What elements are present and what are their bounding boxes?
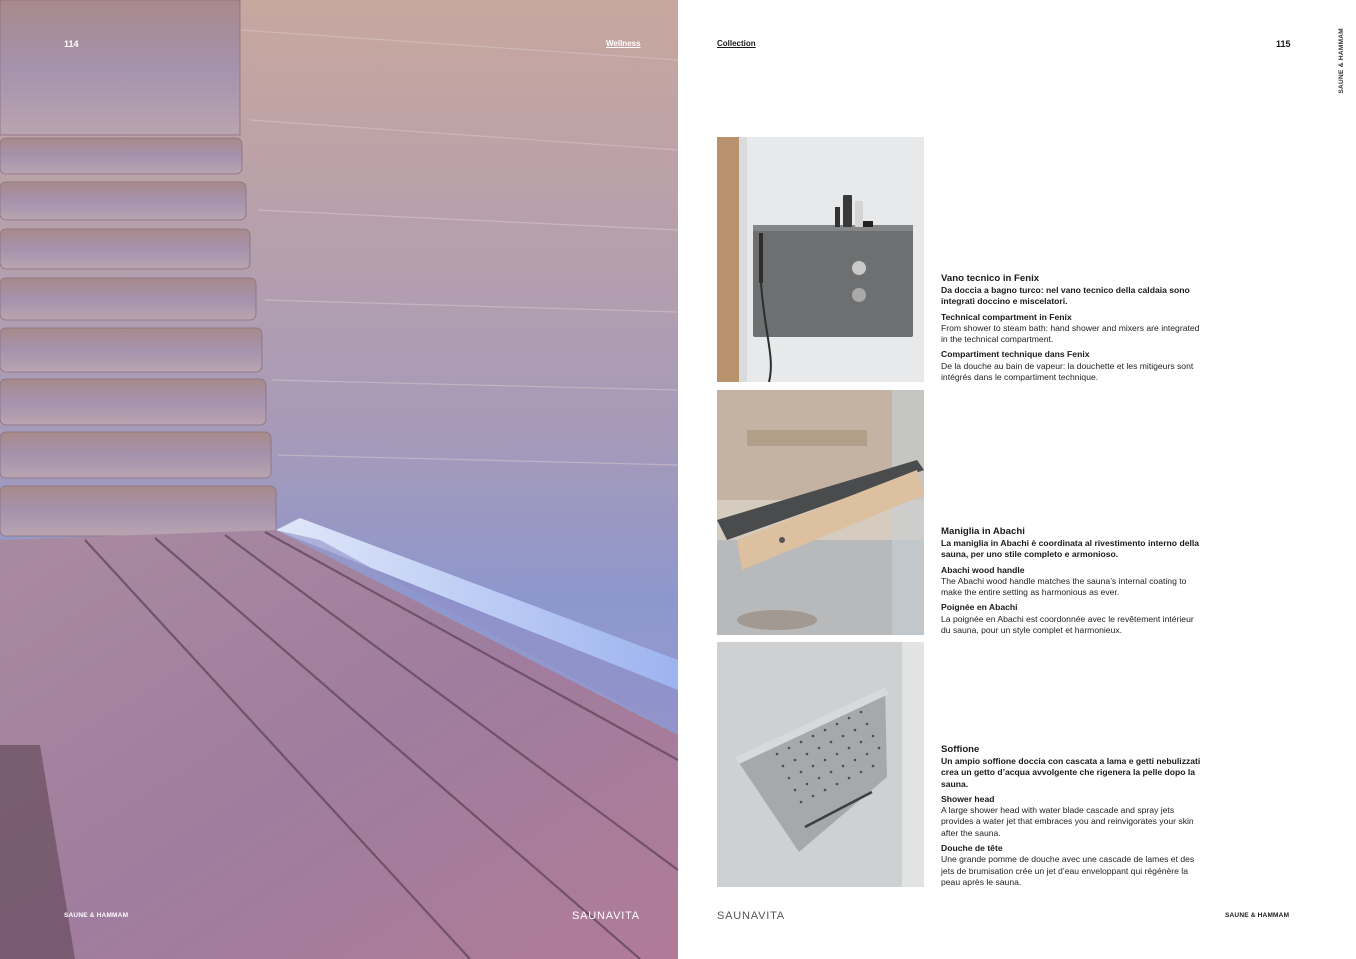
page-number-left: 114 bbox=[64, 39, 79, 49]
caption-body-fr: De la douche au bain de vapeur: la douchette et les mitigeurs sont intégrés dans le compartiment technique. bbox=[941, 360, 1194, 383]
caption-title-fr: Douche de tête bbox=[941, 843, 1003, 854]
thumb-abachi-handle bbox=[717, 390, 924, 635]
caption-title-en: Technical compartment in Fenix bbox=[941, 311, 1072, 322]
caption-title-fr: Poignée en Abachi bbox=[941, 602, 1018, 613]
caption-body-fr: La poignée en Abachi est coordonnée avec le revêtement intérieur du sauna, pour un style complet et harmonieux. bbox=[941, 613, 1194, 636]
thumb-technical-compartment bbox=[717, 137, 924, 382]
page-number-right: 115 bbox=[1276, 39, 1291, 49]
caption-technical-compartment bbox=[941, 273, 1201, 387]
brand-logo-left: SAUNAVITA bbox=[572, 910, 640, 922]
caption-title-en: Abachi wood handle bbox=[941, 564, 1025, 575]
footer-category-left: SAUNE & HAMMAM bbox=[64, 912, 129, 919]
footer-category-right: SAUNE & HAMMAM bbox=[1225, 912, 1290, 919]
brand-logo-right: SAUNAVITA bbox=[717, 910, 785, 922]
section-link-wellness[interactable]: Wellness bbox=[606, 39, 641, 48]
caption-title-it: Soffione bbox=[941, 744, 980, 755]
caption-shower-head bbox=[941, 744, 1201, 892]
caption-body-it: La maniglia in Abachi è coordinata al rivestimento interno della sauna, per uno stile completo e armonioso. bbox=[941, 538, 1200, 560]
section-link-collection[interactable]: Collection bbox=[717, 39, 756, 48]
caption-body-en: A large shower head with water blade cascade and spray jets provides a water jet that embraces you and reinvigorates your skin after the sauna. bbox=[941, 805, 1194, 838]
caption-body-fr: Une grande pomme de douche avec une cascade de lames et des jets de brumisation crée un jet d’eau enveloppant qui régénère la peau après le sauna. bbox=[941, 854, 1195, 887]
caption-title-it: Maniglia in Abachi bbox=[941, 526, 1025, 537]
caption-body-it: Da doccia a bagno turco: nel vano tecnico della caldaia sono integrati doccino e miscelatori. bbox=[941, 285, 1190, 307]
right-page bbox=[678, 0, 1356, 959]
caption-title-en: Shower head bbox=[941, 793, 995, 804]
caption-body-en: The Abachi wood handle matches the sauna’s internal coating to make the entire setting as harmonious as ever. bbox=[941, 575, 1187, 598]
caption-title-it: Vano tecnico in Fenix bbox=[941, 273, 1040, 284]
caption-abachi-handle bbox=[941, 526, 1201, 640]
vertical-section-tab: SAUNE & HAMMAM bbox=[1338, 28, 1345, 94]
caption-body-it: Un ampio soffione doccia con cascata a lama e getti nebulizzati crea un getto d’acqua avvolgente che rigenera la pelle dopo la sauna. bbox=[941, 756, 1201, 789]
caption-body-en: From shower to steam bath: hand shower and mixers are integrated in the technical compartment. bbox=[941, 322, 1200, 345]
thumb-shower-head bbox=[717, 642, 924, 887]
caption-title-fr: Compartiment technique dans Fenix bbox=[941, 349, 1090, 360]
